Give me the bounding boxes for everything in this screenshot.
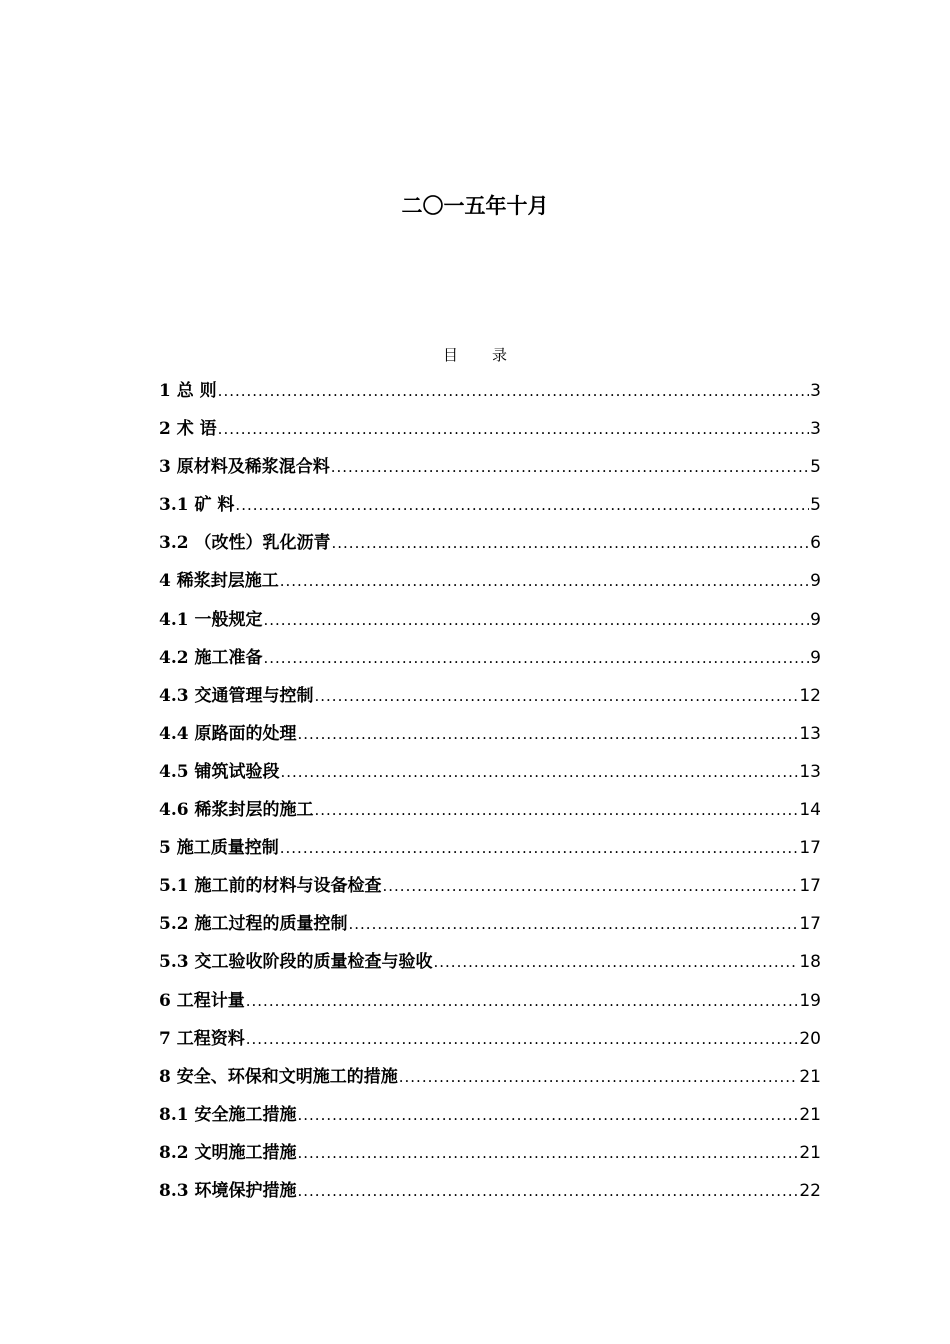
toc-entry[interactable] <box>159 1100 821 1138</box>
toc-entry-label: 8 安全、环保和文明施工的措施 <box>159 1066 398 1087</box>
toc-entry[interactable] <box>159 605 821 643</box>
toc-entry[interactable] <box>159 414 821 452</box>
toc-entry-label: 2 术 语 <box>159 419 217 440</box>
toc-entry-page: 13 <box>799 723 821 744</box>
toc-entry-label: 4.3 交通管理与控制 <box>159 685 314 706</box>
toc-dot-leader <box>399 1068 799 1086</box>
toc-entry[interactable] <box>159 452 821 490</box>
toc-entry-label: 7 工程资料 <box>159 1028 245 1049</box>
toc-dot-leader <box>246 1030 799 1048</box>
toc-entry-page: 3 <box>810 381 821 401</box>
toc-dot-leader <box>298 725 799 743</box>
toc-entry-page: 22 <box>799 1180 821 1201</box>
toc-dot-leader <box>298 1182 799 1200</box>
toc-dot-leader <box>264 649 810 667</box>
toc-entry[interactable] <box>159 376 821 414</box>
toc-entry-page: 18 <box>799 952 821 973</box>
toc-entry-label: 3.2 （改性）乳化沥青 <box>159 533 331 554</box>
toc-entry[interactable] <box>159 1024 821 1062</box>
toc-entry-label: 4.1 一般规定 <box>159 609 263 630</box>
toc-entry-page: 21 <box>799 1142 821 1163</box>
toc-entry-label: 4 稀浆封层施工 <box>159 571 279 592</box>
toc-entry[interactable] <box>159 986 821 1024</box>
toc-entry[interactable] <box>159 566 821 604</box>
table-of-contents <box>159 376 821 1214</box>
toc-title-left: 目 <box>442 346 458 364</box>
toc-entry-label: 8.2 文明施工措施 <box>159 1142 297 1163</box>
toc-entry-label: 5.1 施工前的材料与设备检查 <box>159 876 382 897</box>
toc-entry-label: 6 工程计量 <box>159 990 245 1011</box>
toc-entry-label: 5.2 施工过程的质量控制 <box>159 914 348 935</box>
toc-dot-leader <box>235 496 809 514</box>
toc-entry-label: 5 施工质量控制 <box>159 838 279 859</box>
toc-title <box>0 344 950 365</box>
toc-entry-label: 5.3 交工验收阶段的质量检查与验收 <box>159 952 433 973</box>
toc-entry-label: 4.2 施工准备 <box>159 647 263 668</box>
toc-entry-page: 21 <box>799 1066 821 1087</box>
toc-dot-leader <box>280 572 809 590</box>
toc-entry-page: 9 <box>810 571 821 592</box>
toc-entry-page: 20 <box>799 1028 821 1049</box>
toc-entry[interactable] <box>159 1176 821 1214</box>
toc-entry[interactable] <box>159 643 821 681</box>
toc-dot-leader <box>434 953 799 971</box>
toc-dot-leader <box>218 382 810 400</box>
toc-entry-label: 3.1 矿 料 <box>159 495 235 516</box>
toc-entry-label: 4.6 稀浆封层的施工 <box>159 800 314 821</box>
toc-entry-label: 8.1 安全施工措施 <box>159 1104 297 1125</box>
toc-entry[interactable] <box>159 795 821 833</box>
toc-entry-page: 17 <box>799 838 821 859</box>
toc-entry-page: 3 <box>810 419 821 440</box>
toc-dot-leader <box>332 534 810 552</box>
toc-entry-page: 14 <box>799 800 821 821</box>
toc-dot-leader <box>315 801 799 819</box>
toc-entry[interactable] <box>159 1138 821 1176</box>
toc-dot-leader <box>264 611 810 629</box>
toc-dot-leader <box>246 992 799 1010</box>
toc-entry-page: 17 <box>799 914 821 935</box>
date-heading: 二〇一五年十月 <box>401 193 549 218</box>
toc-entry[interactable] <box>159 833 821 871</box>
toc-dot-leader <box>281 763 799 781</box>
toc-dot-leader <box>349 915 799 933</box>
toc-entry-page: 19 <box>799 990 821 1011</box>
toc-entry[interactable] <box>159 681 821 719</box>
toc-dot-leader <box>280 839 799 857</box>
toc-entry-label: 8.3 环境保护措施 <box>159 1180 297 1201</box>
toc-title-right: 录 <box>492 346 508 364</box>
toc-entry-page: 5 <box>810 457 821 478</box>
toc-dot-leader <box>331 458 809 476</box>
toc-entry-page: 9 <box>810 609 821 630</box>
toc-entry-label: 1 总 则 <box>159 381 217 401</box>
toc-entry-label: 3 原材料及稀浆混合料 <box>159 457 330 478</box>
toc-entry[interactable] <box>159 757 821 795</box>
toc-dot-leader <box>298 1144 799 1162</box>
toc-entry-page: 5 <box>810 495 821 516</box>
toc-dot-leader <box>218 420 810 438</box>
toc-dot-leader <box>315 687 799 705</box>
toc-dot-leader <box>383 877 799 895</box>
toc-entry[interactable] <box>159 909 821 947</box>
toc-entry[interactable] <box>159 1062 821 1100</box>
toc-dot-leader <box>298 1106 799 1124</box>
toc-entry[interactable] <box>159 490 821 528</box>
toc-entry-label: 4.4 原路面的处理 <box>159 723 297 744</box>
toc-entry-page: 13 <box>799 761 821 782</box>
toc-entry[interactable] <box>159 528 821 566</box>
toc-entry-page: 17 <box>799 876 821 897</box>
toc-entry[interactable] <box>159 719 821 757</box>
toc-entry[interactable] <box>159 947 821 985</box>
toc-entry[interactable] <box>159 871 821 909</box>
toc-entry-page: 21 <box>799 1104 821 1125</box>
toc-entry-page: 12 <box>799 685 821 706</box>
toc-entry-page: 9 <box>810 647 821 668</box>
toc-entry-page: 6 <box>810 533 821 554</box>
toc-entry-label: 4.5 铺筑试验段 <box>159 761 280 782</box>
